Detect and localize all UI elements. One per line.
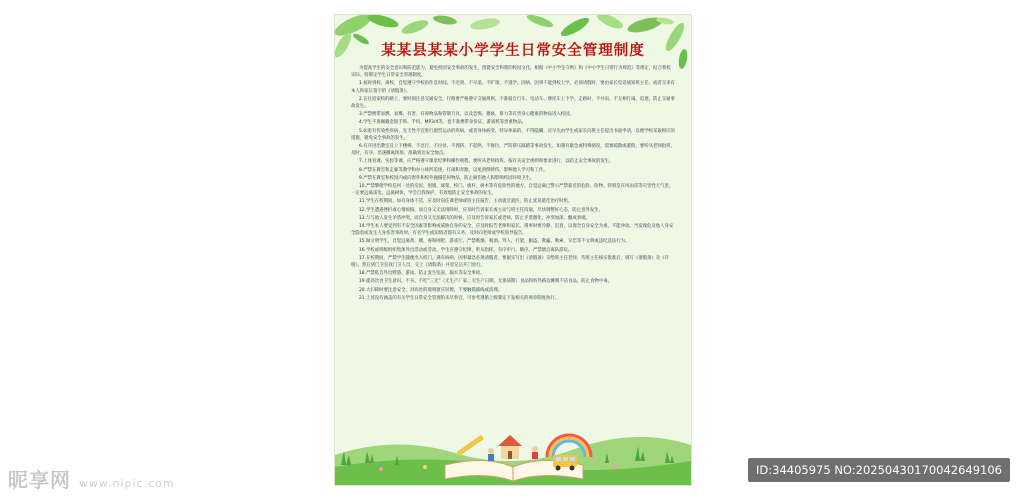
rule-item: 8.严禁在教室和走廊等教学和办公场所追逐、打闹和奔跑，以免滑倒摔伤、影响他人学习和工作。 bbox=[359, 167, 548, 173]
poster-title: 某某县某某小学学生日常安全管理制度 bbox=[381, 43, 645, 59]
safety-poster bbox=[334, 14, 692, 486]
rule-item: 13.与与他人发生矛盾冲突，而自身又无法解决的时候，应及时告诉家长或老师，防止矛盾激化，冲突加深、酿成事端。 bbox=[359, 215, 590, 221]
rule-item: 12.学生遭遇挫折或心情烦恼，而自身又无法排除时，应及时告诉家长或主动与班主任沟通，尽快调整好心态，防止意外发生。 bbox=[359, 207, 604, 213]
rule-item: 15.做文明学生，自觉远离黄、赌、毒和网吧、游戏厅。严禁吸烟、喝酒、骂人、打架、偷盗、欺骗、勒索、早恋等不文明或违纪违法行为。 bbox=[359, 239, 630, 245]
rule-item: 19.提高饮食卫生意识，不买、不吃“三无”（无生产厂家、无生产日期、无保质期）食品和校外路边摊贩不洁食品，防止食物中毒。 bbox=[359, 279, 613, 285]
rule-item: 3.严禁携带易燃、易爆、有害、有毒物品和管制刀具，以及恐怖、猥亵、暴力等有害身心健康的物品进入校园。 bbox=[359, 112, 574, 118]
site-url: www.nipic.com bbox=[79, 477, 175, 490]
rule-item: 20.大扫除时要注意安全，对高处的玻璃窗应轻擦，不要触摸插线或清理。 bbox=[359, 287, 503, 293]
rule-item: 21.上述没有涵盖的有关学生日常安全管理的未尽事宜，可参考遵循上级制定下发相关的规章制度执行。 bbox=[359, 295, 560, 301]
rule-item: 11.学生在校期间，如有身体不适，应及时向任课老师或班主任报告，主动就近就医，防止延误最佳治疗时机。 bbox=[359, 199, 573, 205]
rule-item: 1.按时到校、离校，自觉遵守学校的作息时间。不迟到、不早退、不旷课、不逃学。因病、因事不能到校上学，必须请假时，要由家长电话通知班主任，或者交来有本人和家长签字的《请假条》。 bbox=[351, 81, 675, 94]
logo-text: 昵享网 bbox=[8, 468, 71, 492]
rules-body bbox=[351, 65, 675, 435]
rule-item: 9.严禁在教室和校园内或向窗外和校外抛掷任何物品，防止砸伤他人和影响校园环境卫生。 bbox=[359, 175, 535, 181]
bottom-illustration bbox=[335, 405, 691, 485]
rule-item: 18.严禁私自外出野游、游泳，防止发生坠崖、溺水等安全事故。 bbox=[359, 271, 485, 277]
rule-item: 5.如患有传染性疾病，先天性不宜进行剧烈运动的疾病，或者身体病变、特异体质的，不得隐瞒，应早先由学生或家长向班主任提出书面申请，以便学校采取相应的措施，避免安全事故的发生。 bbox=[351, 128, 675, 141]
rule-item: 7.上体育课、实验等课，应严格遵守课堂纪律和操作规程，要听从老师指挥，按有关安全规则和要求进行，以防止安全事故的发生。 bbox=[359, 159, 614, 165]
rule-item: 10.严禁攀爬学校任何一处的房屋、围墙、球架、校门、旗杆、树木等有危险性的地方。自觉远离已警示严禁靠近的危险、险物。特别是在风雨雷等灾害性天气里，一定要远离雷电，远离树体，学会自我保护，有效地防止安全事故的发生。 bbox=[351, 184, 674, 197]
site-watermark bbox=[8, 464, 175, 493]
rule-item: 4.学生不准佩戴金银手饰、手机、MP3/4等，也不准携带身份证、游戏机等贵重物品。 bbox=[359, 120, 526, 126]
intro-paragraph: 为提高学生的安全意识和防范能力，避免校园安全事故的发生，创建安全和谐的校园文化。根据《中小学生守则》和《中小学生日常行为规范》等规定，结合我校实际，特制定学生日常安全管理制度。 bbox=[351, 66, 671, 79]
rule-item: 2.在往返家校的路上，要时刻注意交通安全，行路要严格遵守交通规则。不准骑自行车、电动车、摩托车上下学。走路时，不并肩，不互相打闹、追逐，防止交通事故发生。 bbox=[351, 96, 675, 110]
rule-item: 6.有序进出教室及上下楼梯，不急行、不拉扯、不拥挤、不起哄、不推拉，严防挤压踩踏等事故发生。如遇有紧急或特殊情况，需要疏散或避险，要听从老师指挥，及时、有序、迅速撤离现场，准确到达安全地点。 bbox=[351, 144, 675, 157]
image-id-label: ID:34405975 NO:20250430170042649106 bbox=[748, 458, 1010, 482]
rule-item: 17.在校期间，严禁学生随便出入校门。遇有病病、因事紧急必须请假者，要据实写出《请假条》交给班主任老师，待班主任核实批准后，填写《请假条》及《存根》，然后到门卫室找门卫人员，交上《请假条》并登记后开门放行。 bbox=[351, 255, 669, 269]
rule-item: 16.学校或班级组织集体外出活动或劳动，学生应遵守纪律、听从指挥、有序步行、顺序、严禁擅自离队游玩。 bbox=[359, 247, 573, 253]
rule-item: 14.学生本人要受到有不安全因素等影响或威胁自身的安全，应及时报告老师和家长。遇事时要冷静、沉着，以保全自身安全为重，不能冲动。当发现危及他人身安全隐患或发生人身伤害事故时，有名学生或知情者都有义务，及时向老师或学校领导报告。 bbox=[351, 224, 674, 237]
